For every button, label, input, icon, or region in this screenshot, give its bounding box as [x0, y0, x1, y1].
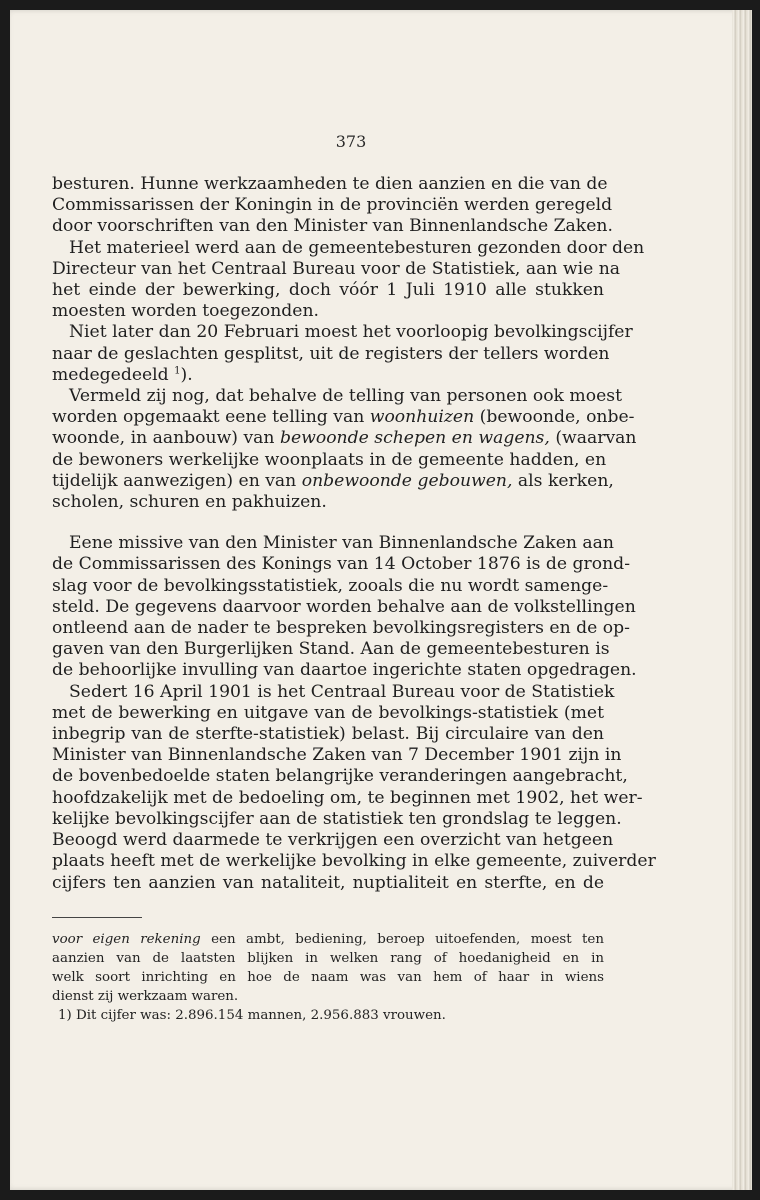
footnote-line: voor eigen rekening een ambt, bediening, beroep uitoefenden, moest ten — [52, 932, 604, 947]
italic-term: onbewoonde gebouwen, — [301, 470, 513, 491]
italic-term: voor eigen rekening — [52, 932, 201, 947]
page-number: 373 — [335, 132, 367, 151]
text-line: worden opgemaakt eene telling van woonhuizen (bewoonde, onbe- — [52, 407, 635, 428]
text-line: ontleend aan de nader te bespreken bevolkingsregisters en de op- — [52, 618, 630, 639]
text-line: de behoorlijke invulling van daartoe ingerichte staten opgedragen. — [52, 660, 637, 681]
footnotes — [52, 930, 604, 1025]
text-line: Sedert 16 April 1901 is het Centraal Bureau voor de Statistiek — [69, 681, 615, 702]
text-line: steld. De gegevens daarvoor worden behalve aan de volkstellingen — [52, 596, 636, 617]
footnote-rule — [52, 917, 142, 918]
text-line: medegedeeld $^1$). — [52, 364, 193, 385]
footnote-1: 1) Dit cijfer was: 2.896.154 mannen, 2.956.883 vrouwen. — [58, 1008, 446, 1023]
footnote-line: aanzien van de laatsten blijken in welken rang of hoedanigheid en in — [52, 951, 604, 966]
text-line: scholen, schuren en pakhuizen. — [52, 492, 327, 513]
text-line: de Commissarissen des Konings van 14 October 1876 is de grond- — [52, 554, 630, 575]
italic-term: bewoonde schepen en wagens, — [279, 428, 550, 449]
text-line: besturen. Hunne werkzaamheden te dien aanzien en die van de — [52, 174, 608, 194]
text-line: met de bewerking en uitgave van de bevolkings-statistiek (met — [52, 702, 604, 723]
text-line: inbegrip van de sterfte-statistiek) belast. Bij circulaire van den — [52, 724, 604, 745]
text-line: hoofdzakelijk met de bedoeling om, te beginnen met 1902, het wer- — [52, 787, 643, 808]
text-line: Minister van Binnenlandsche Zaken van 7 December 1901 zijn in — [52, 745, 622, 766]
text-line: gaven van den Burgerlijken Stand. Aan de gemeentebesturen is — [52, 639, 610, 660]
italic-term: woonhuizen — [369, 407, 475, 428]
text-line: moesten worden toegezonden. — [52, 301, 320, 322]
section-gap — [52, 513, 604, 533]
footnote-line: dienst zij werkzaam waren. — [52, 989, 239, 1004]
page-edge — [732, 10, 752, 1190]
book-page — [10, 10, 752, 1190]
footnote-line: welk soort inrichting en hoe de naam was van hem of haar in wiens — [52, 970, 604, 985]
text-line: cijfers ten aanzien van nataliteit, nuptialiteit en sterfte, en de — [52, 872, 604, 893]
text-line: woonde, in aanbouw) van bewoonde schepen en wagens, (waarvan — [52, 428, 637, 449]
text-line: Het materieel werd aan de gemeentebesturen gezonden door den — [69, 237, 645, 258]
text-line: naar de geslachten gesplitst, uit de registers der tellers worden — [52, 343, 610, 364]
footnote-reference: 1 — [174, 365, 181, 377]
text-line: Niet later dan 20 Februari moest het voorloopig bevolkingscijfer — [69, 322, 633, 343]
text-line: kelijke bevolkingscijfer aan de statistiek ten grondslag te leggen. — [52, 808, 622, 829]
text-line: de bewoners werkelijke woonplaats in de gemeente hadden, en — [52, 449, 607, 470]
text-line: door voorschriften van den Minister van Binnenlandsche Zaken. — [52, 216, 613, 237]
text-line: Vermeld zij nog, dat behalve de telling van personen ook moest — [69, 386, 622, 407]
text-line: het einde der bewerking, doch vóór 1 Juli 1910 alle stukken — [52, 280, 604, 301]
main-text — [52, 174, 656, 894]
text-line: Directeur van het Centraal Bureau voor de Statistiek, aan wie na — [52, 258, 621, 279]
text-line: plaats heeft met de werkelijke bevolking in elke gemeente, zuiverder — [52, 851, 656, 872]
text-line: Eene missive van den Minister van Binnenlandsche Zaken aan — [69, 533, 614, 554]
text-line: slag voor de bevolkingsstatistiek, zooals die nu wordt samenge- — [52, 575, 609, 596]
text-line: tijdelijk aanwezigen) en van onbewoonde gebouwen, als kerken, — [52, 470, 614, 491]
text-line: Beoogd werd daarmede te verkrijgen een overzicht van hetgeen — [52, 830, 614, 851]
text-line: de bovenbedoelde staten belangrijke veranderingen aangebracht, — [52, 766, 628, 787]
text-line: Commissarissen der Koningin in de provinciën werden geregeld — [52, 195, 613, 216]
